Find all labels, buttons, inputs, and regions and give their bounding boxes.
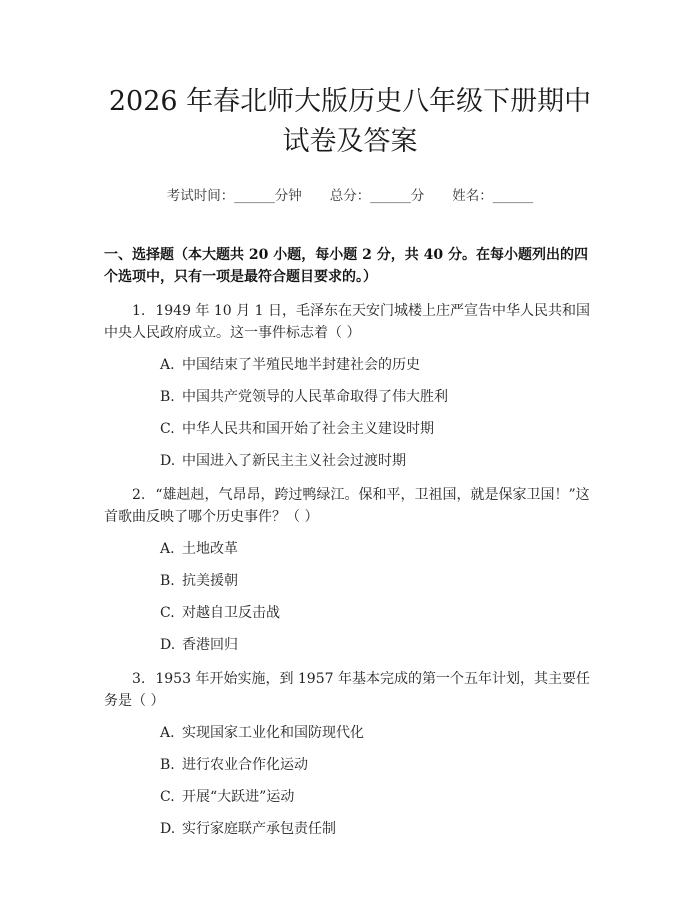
option-text: 中国进入了新民主主义社会过渡时期 [182, 453, 406, 469]
option-text: 进行农业合作化运动 [182, 757, 308, 773]
exam-title: 2026 年春北师大版历史八年级下册期中试卷及答案 [108, 86, 592, 157]
option-c [160, 418, 596, 440]
total-score-field: 总分：______分 [329, 188, 425, 204]
option-a [160, 722, 596, 744]
option-text: 土地改革 [182, 541, 238, 557]
option-letter: C. [160, 789, 175, 805]
question-text: “雄赳赳，气昂昂，跨过鸭绿江。保和平，卫祖国，就是保家卫国！”这首歌曲反映了哪个历史事件？（ ） [104, 487, 590, 525]
option-list [104, 722, 596, 840]
question-number: 3. [132, 671, 146, 687]
question-text: 1949 年 10 月 1 日，毛泽东在天安门城楼上庄严宣告中华人民共和国中央人民政府成立。这一事件标志着（ ） [104, 303, 590, 341]
option-b [160, 386, 596, 408]
exam-time-field: 考试时间：______分钟 [166, 188, 302, 204]
question-number: 2. [132, 487, 146, 503]
option-text: 中国结束了半殖民地半封建社会的历史 [182, 357, 420, 373]
question-2 [104, 484, 596, 656]
option-text: 中华人民共和国开始了社会主义建设时期 [182, 421, 434, 437]
option-c [160, 602, 596, 624]
option-letter: B. [160, 573, 175, 589]
option-a [160, 538, 596, 560]
option-letter: B. [160, 389, 175, 405]
option-letter: A. [160, 541, 175, 557]
question-3 [104, 668, 596, 840]
option-d [160, 450, 596, 472]
question-stem [104, 668, 596, 712]
option-letter: B. [160, 757, 175, 773]
section-heading-choice: 一、选择题（本大题共 20 小题，每小题 2 分，共 40 分。在每小题列出的四个选项中，只有一项是最符合题目要求的。） [104, 247, 588, 285]
option-list [104, 354, 596, 472]
question-1 [104, 300, 596, 472]
option-letter: A. [160, 357, 175, 373]
question-number: 1. [132, 303, 146, 319]
option-text: 实行家庭联产承包责任制 [182, 821, 336, 837]
option-letter: D. [160, 821, 176, 837]
student-name-field: 姓名：______ [452, 188, 534, 204]
option-a [160, 354, 596, 376]
option-c [160, 786, 596, 808]
option-d [160, 818, 596, 840]
option-text: 对越自卫反击战 [182, 605, 280, 621]
option-d [160, 634, 596, 656]
option-text: 香港回归 [182, 637, 238, 653]
question-text: 1953 年开始实施，到 1957 年基本完成的第一个五年计划，其主要任务是（ ） [104, 671, 590, 709]
option-text: 抗美援朝 [182, 573, 238, 589]
option-letter: C. [160, 605, 175, 621]
option-list [104, 538, 596, 656]
option-text: 开展“大跃进”运动 [182, 789, 295, 805]
option-letter: D. [160, 637, 176, 653]
option-b [160, 570, 596, 592]
question-stem [104, 300, 596, 344]
exam-info-bar [104, 184, 596, 204]
option-text: 中国共产党领导的人民革命取得了伟大胜利 [182, 389, 448, 405]
option-letter: C. [160, 421, 175, 437]
option-letter: D. [160, 453, 176, 469]
option-text: 实现国家工业化和国防现代化 [182, 725, 364, 741]
option-letter: A. [160, 725, 175, 741]
option-b [160, 754, 596, 776]
question-stem [104, 484, 596, 528]
